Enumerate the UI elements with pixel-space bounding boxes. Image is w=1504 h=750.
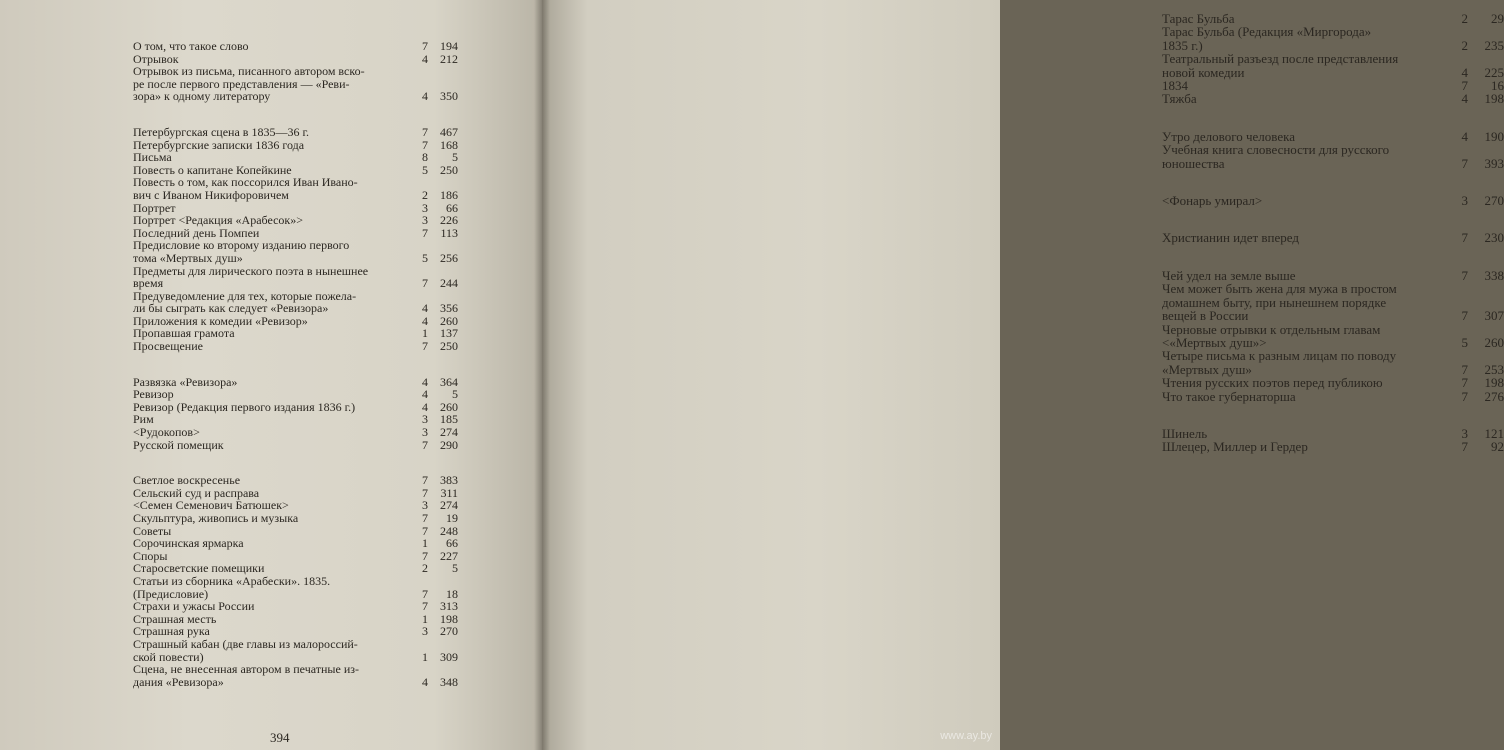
- entry-title-text: Пропавшая грамота: [133, 326, 235, 341]
- entry-title: [133, 290, 408, 315]
- entry-volume: 7: [422, 124, 428, 139]
- entry-page: 383: [440, 473, 458, 488]
- index-entry: [1162, 231, 1504, 244]
- entry-volume: 4: [422, 399, 428, 414]
- entry-page: 198: [1484, 91, 1504, 107]
- index-entry: [1162, 130, 1504, 143]
- entry-page: 186: [440, 187, 458, 202]
- entry-volume: 7: [422, 137, 428, 152]
- entry-title-text: Шлецер, Миллер и Гердер: [1162, 439, 1308, 455]
- group-separator: [1162, 245, 1504, 269]
- entry-title-text: Страшный кабан (две главы из малороссий- ской повести): [133, 636, 358, 664]
- entry-volume: 3: [422, 213, 428, 228]
- entry-page: 270: [440, 624, 458, 639]
- index-entry: [1162, 143, 1504, 170]
- entry-title-text: Четыре письма к разным лицам по поводу «Мертвых душ»: [1162, 348, 1397, 377]
- entry-title: [133, 512, 408, 525]
- entry-title-text: Тяжба: [1162, 91, 1197, 107]
- entry-volume: 5: [422, 162, 428, 177]
- entry-title-text: О том, что такое слово: [133, 39, 249, 53]
- entry-page: 5: [452, 561, 458, 576]
- index-entry: [1162, 282, 1504, 322]
- entry-title: [1162, 52, 1444, 79]
- entry-page: 190: [1484, 128, 1504, 144]
- group-separator: [1162, 170, 1504, 194]
- entry-title: [1162, 323, 1444, 350]
- entry-volume: 7: [422, 586, 428, 601]
- entry-page: 274: [440, 425, 458, 440]
- entry-page: 250: [440, 339, 458, 354]
- entry-page: 256: [440, 250, 458, 265]
- entry-page: 467: [440, 124, 458, 139]
- entry-volume: 1: [422, 611, 428, 626]
- left-index-column: [133, 40, 458, 688]
- entry-volume: 7: [422, 473, 428, 488]
- entry-page: 5: [452, 150, 458, 165]
- entry-volume: 4: [1461, 91, 1468, 107]
- entry-volume: 3: [422, 200, 428, 215]
- entry-title: [133, 376, 408, 389]
- entry-volume: 1: [422, 536, 428, 551]
- entry-page: 66: [446, 536, 458, 551]
- entry-title: [1162, 349, 1444, 376]
- entry-title: [1162, 130, 1444, 143]
- entry-volume: 4: [1461, 128, 1468, 144]
- index-entry: [133, 40, 458, 53]
- entry-title-text: Отрывок: [133, 51, 179, 66]
- entry-volume: 4: [422, 387, 428, 402]
- entry-title: [133, 663, 408, 688]
- entry-volume: 4: [422, 313, 428, 328]
- entry-title-text: 1834: [1162, 78, 1188, 94]
- entry-title-text: Страшная рука: [133, 624, 210, 639]
- entry-title: [1162, 231, 1444, 244]
- entry-title-text: Предметы для лирического поэта в нынешнее время: [133, 263, 369, 291]
- entry-title-text: Сельский суд и расправа: [133, 485, 260, 500]
- entry-volume: 3: [1461, 193, 1468, 209]
- book-gutter: [534, 0, 550, 750]
- entry-page: 356: [440, 301, 458, 316]
- entry-page: 260: [440, 313, 458, 328]
- entry-volume: 7: [1461, 78, 1468, 94]
- entry-volume: 7: [1461, 375, 1468, 391]
- entry-page: 350: [440, 89, 458, 104]
- index-entry: [133, 401, 458, 414]
- entry-volume: 5: [1461, 334, 1468, 350]
- index-entry: [133, 439, 458, 452]
- entry-title: [1162, 12, 1444, 25]
- entry-title-text: Сцена, не внесенная автором в печатные из- дания «Ревизора»: [133, 662, 359, 689]
- group-separator: [1162, 207, 1504, 231]
- entry-volume: 7: [422, 276, 428, 291]
- index-entry: [1162, 269, 1504, 282]
- entry-page: 311: [440, 485, 458, 500]
- entry-volume: 3: [1461, 425, 1468, 441]
- entry-volume: 7: [422, 39, 428, 53]
- entry-title: [133, 265, 408, 290]
- entry-title: [1162, 427, 1444, 440]
- index-entry: [133, 290, 458, 315]
- entry-volume: 7: [1461, 388, 1468, 404]
- entry-page: 274: [440, 498, 458, 513]
- entry-title-text: Шинель: [1162, 425, 1208, 441]
- entry-volume: 3: [422, 412, 428, 427]
- entry-title-text: Страхи и ужасы России: [133, 599, 255, 614]
- entry-page: 198: [1484, 375, 1504, 391]
- entry-title-text: Что такое губернаторша: [1162, 388, 1296, 404]
- right-page: [542, 0, 1504, 750]
- entry-page: 253: [1484, 361, 1504, 377]
- entry-page: 290: [440, 437, 458, 452]
- entry-title-text: Развязка «Ревизора»: [133, 374, 238, 389]
- entry-volume: 1: [422, 326, 428, 341]
- entry-page: 309: [440, 649, 458, 664]
- entry-title: [133, 575, 408, 600]
- index-entry: [133, 239, 458, 264]
- left-page: [0, 0, 542, 750]
- entry-page: 168: [440, 137, 458, 152]
- entry-volume: 7: [1461, 267, 1468, 283]
- entry-page: 244: [440, 276, 458, 291]
- entry-volume: 3: [422, 624, 428, 639]
- entry-title-text: Просвещение: [133, 339, 203, 354]
- entry-title-text: Споры: [133, 548, 168, 563]
- entry-title: [133, 439, 408, 452]
- index-entry: [1162, 349, 1504, 376]
- entry-title-text: Петербургская сцена в 1835—36 г.: [133, 124, 310, 139]
- group-separator: [133, 451, 458, 474]
- entry-page: 121: [1484, 425, 1504, 441]
- entry-title-text: Советы: [133, 523, 172, 538]
- entry-title-text: Черновые отрывки к отдельным главам <«Мертвых душ»>: [1162, 321, 1381, 350]
- entry-title-text: Предисловие ко второму изданию первого тома «Мертвых душ»: [133, 238, 350, 265]
- entry-volume: 4: [422, 89, 428, 104]
- entry-volume: 7: [422, 225, 428, 240]
- entry-title: [1162, 92, 1444, 105]
- entry-volume: 7: [422, 599, 428, 614]
- entry-title-text: Утро делового человека: [1162, 128, 1295, 144]
- entry-page: 227: [440, 548, 458, 563]
- entry-title: [1162, 194, 1444, 207]
- entry-page: 185: [440, 412, 458, 427]
- entry-title-text: Христианин идет вперед: [1162, 230, 1299, 246]
- entry-volume: 8: [422, 150, 428, 165]
- entry-title: [133, 340, 408, 353]
- index-entry: [1162, 79, 1504, 92]
- entry-page: 307: [1484, 308, 1504, 324]
- group-separator: [133, 103, 458, 126]
- entry-title-text: <Рудокопов>: [133, 425, 200, 440]
- entry-volume: 4: [422, 301, 428, 316]
- entry-volume: 3: [422, 498, 428, 513]
- entry-title-text: Письма: [133, 150, 172, 165]
- index-entry: [1162, 376, 1504, 389]
- entry-page: 18: [446, 586, 458, 601]
- entry-page: 194: [440, 39, 458, 53]
- entry-volume: 7: [1461, 439, 1468, 455]
- entry-title-text: Старосветские помещики: [133, 561, 265, 576]
- entry-title-text: Учебная книга словесности для русского юношества: [1162, 142, 1390, 171]
- page-number: 394: [270, 730, 290, 745]
- entry-title-text: Скульптура, живопись и музыка: [133, 511, 299, 525]
- entry-title-text: Сорочинская ярмарка: [133, 536, 244, 551]
- entry-page: 260: [1484, 334, 1504, 350]
- entry-title-text: <Семен Семенович Батюшек>: [133, 498, 289, 513]
- entry-page: 66: [446, 200, 458, 215]
- entry-volume: 2: [1461, 11, 1468, 26]
- entry-title-text: Последний день Помпеи: [133, 225, 260, 240]
- index-entry: [1162, 92, 1504, 105]
- entry-volume: 7: [1461, 308, 1468, 324]
- entry-page: 276: [1484, 388, 1504, 404]
- entry-title: [1162, 269, 1444, 282]
- entry-page: 92: [1491, 439, 1504, 455]
- entry-page: 29: [1491, 11, 1504, 26]
- entry-page: 198: [440, 611, 458, 626]
- entry-title-text: <Фонарь умирал>: [1162, 193, 1263, 209]
- entry-volume: 3: [422, 425, 428, 440]
- entry-page: 113: [440, 225, 458, 240]
- entry-volume: 4: [1461, 64, 1468, 80]
- entry-title-text: Портрет: [133, 200, 176, 215]
- index-entry: [1162, 323, 1504, 350]
- entry-page: 212: [440, 51, 458, 66]
- index-entry: [133, 65, 458, 103]
- entry-title-text: Предуведомление для тех, которые пожела- ли бы сыграть как следует «Ревизора»: [133, 288, 357, 316]
- entry-title: [1162, 79, 1444, 92]
- entry-page: 19: [446, 511, 458, 525]
- entry-page: 270: [1484, 193, 1504, 209]
- entry-title-text: Театральный разъезд после представления новой комедии: [1162, 51, 1399, 80]
- index-entry: [1162, 25, 1504, 52]
- entry-volume: 2: [422, 187, 428, 202]
- entry-title: [1162, 390, 1444, 403]
- entry-title-text: Чтения русских поэтов перед публикою: [1162, 375, 1383, 391]
- index-entry: [133, 139, 458, 152]
- entry-title: [1162, 376, 1444, 389]
- entry-page: 313: [440, 599, 458, 614]
- entry-volume: 4: [422, 374, 428, 389]
- index-entry: [1162, 427, 1504, 440]
- entry-title: [133, 239, 408, 264]
- entry-title: [133, 401, 408, 414]
- entry-page: 250: [440, 162, 458, 177]
- index-entry: [133, 512, 458, 525]
- index-entry: [133, 340, 458, 353]
- entry-volume: 4: [422, 674, 428, 689]
- entry-volume: 7: [1461, 155, 1468, 171]
- entry-page: 16: [1491, 78, 1504, 94]
- index-entry: [133, 176, 458, 201]
- entry-title-text: Повесть о капитане Копейкине: [133, 162, 292, 177]
- entry-title: [133, 537, 408, 550]
- entry-volume: 7: [422, 548, 428, 563]
- watermark: www.ay.by: [940, 730, 992, 742]
- entry-volume: 1: [422, 649, 428, 664]
- entry-page: 230: [1484, 230, 1504, 246]
- entry-title-text: Страшная месть: [133, 611, 217, 626]
- entry-title-text: Портрет <Редакция «Арабесок»>: [133, 213, 304, 228]
- entry-page: 393: [1484, 155, 1504, 171]
- entry-title-text: Отрывок из письма, писанного автором вско- ре после первого представления — «Реви- зора» к одному литератору: [133, 64, 365, 104]
- index-entry: [1162, 12, 1504, 25]
- entry-volume: 7: [1461, 230, 1468, 246]
- index-entry: [1162, 52, 1504, 79]
- index-entry: [133, 376, 458, 389]
- index-entry: [133, 265, 458, 290]
- entry-title-text: Повесть о том, как поссорился Иван Ивано- вич с Иваном Никифоровичем: [133, 175, 358, 202]
- entry-title: [133, 638, 408, 663]
- index-entry: [1162, 440, 1504, 453]
- group-separator: [1162, 403, 1504, 427]
- entry-volume: 7: [422, 339, 428, 354]
- group-separator: [1162, 106, 1504, 130]
- entry-page: 226: [440, 213, 458, 228]
- entry-volume: 7: [1461, 361, 1468, 377]
- entry-page: 338: [1484, 267, 1504, 283]
- entry-page: 137: [440, 326, 458, 341]
- entry-title-text: Приложения к комедии «Ревизор»: [133, 313, 308, 328]
- right-index-column: [1162, 12, 1504, 454]
- entry-page: 5: [452, 387, 458, 402]
- entry-page: 260: [440, 399, 458, 414]
- entry-title-text: Чей удел на земле выше: [1162, 267, 1296, 283]
- entry-title: [1162, 143, 1444, 170]
- entry-title-text: Петербургские записки 1836 года: [133, 137, 305, 152]
- entry-title: [133, 139, 408, 152]
- entry-title-text: Тарас Бульба (Редакция «Миргорода» 1835 г.): [1162, 24, 1372, 53]
- group-separator: [133, 353, 458, 376]
- entry-page: 364: [440, 374, 458, 389]
- entry-title-text: Тарас Бульба: [1162, 11, 1235, 26]
- entry-title-text: Чем может быть жена для мужа в простом домашнем быту, при нынешнем порядке вещей в России: [1162, 281, 1397, 324]
- entry-volume: 2: [422, 561, 428, 576]
- entry-volume: 7: [422, 437, 428, 452]
- entry-title: [1162, 282, 1444, 322]
- entry-title-text: Светлое воскресенье: [133, 473, 241, 488]
- entry-title-text: Ревизор (Редакция первого издания 1836 г.): [133, 399, 356, 414]
- entry-volume: 7: [422, 485, 428, 500]
- entry-title-text: Русской помещик: [133, 437, 224, 452]
- index-entry: [133, 537, 458, 550]
- entry-volume: 7: [422, 511, 428, 525]
- entry-title-text: Рим: [133, 412, 154, 427]
- entry-page: 235: [1484, 37, 1504, 53]
- entry-page: 225: [1484, 64, 1504, 80]
- index-entry: [1162, 390, 1504, 403]
- entry-volume: 5: [422, 250, 428, 265]
- entry-volume: 4: [422, 51, 428, 66]
- index-entry: [1162, 194, 1504, 207]
- entry-title-text: Ревизор: [133, 387, 174, 402]
- entry-title: [1162, 440, 1444, 453]
- entry-title: [133, 65, 408, 103]
- index-entry: [133, 638, 458, 663]
- entry-volume: 2: [1461, 37, 1468, 53]
- index-entry: [133, 663, 458, 688]
- entry-title-text: Статьи из сборника «Арабески». 1835. (Предисловие): [133, 573, 331, 601]
- entry-title: [1162, 25, 1444, 52]
- entry-title: [133, 176, 408, 201]
- entry-page: 348: [440, 674, 458, 689]
- index-entry: [133, 575, 458, 600]
- entry-volume: 7: [422, 523, 428, 538]
- entry-page: 248: [440, 523, 458, 538]
